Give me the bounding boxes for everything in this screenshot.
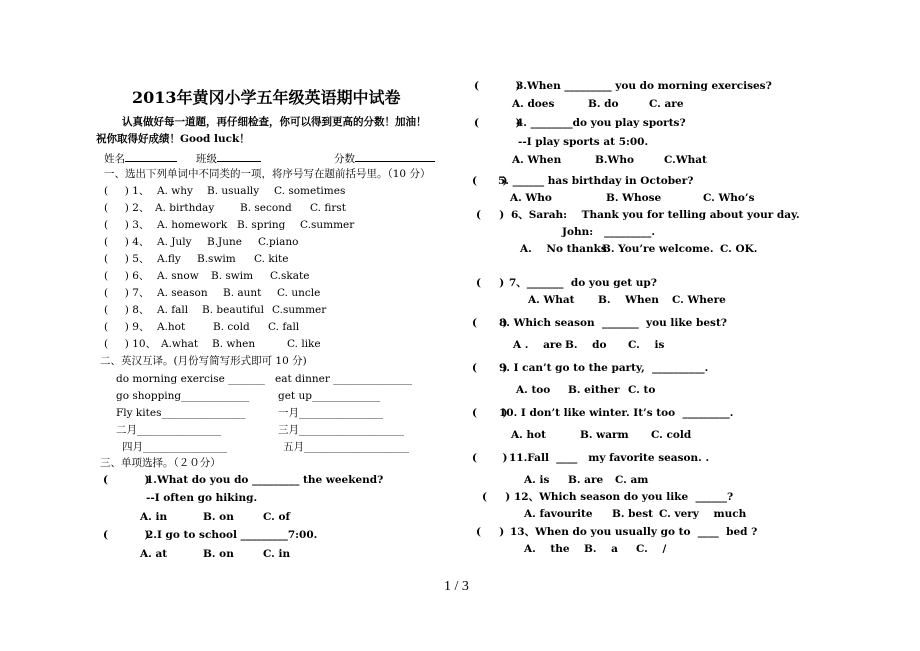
option: B. warm [580, 429, 629, 441]
question-4: 4. ________do you play sports? [516, 117, 686, 129]
option: C. am [615, 474, 649, 486]
option: C. cold [651, 429, 692, 441]
class-label: 班级 [196, 151, 261, 166]
option: C. of [263, 511, 291, 523]
answer-bracket: ( ) [482, 491, 511, 503]
option: A. is [524, 474, 550, 486]
option: C. are [649, 98, 684, 110]
question-9: 9. I can’t go to the party, __________. [499, 362, 709, 374]
option: C. very much [659, 508, 747, 520]
question-13: 13、When do you usually go to ____ bed ? [510, 526, 758, 538]
option: C.What [664, 154, 707, 166]
option: A. No thanks [520, 243, 607, 255]
option: B. either [568, 384, 620, 396]
answer-bracket: ( ) [472, 317, 508, 329]
option: B. on [203, 548, 234, 560]
answer-bracket: ( ) [474, 80, 521, 92]
option: A. When [512, 154, 562, 166]
intro-line-2: 祝你取得好成绩！Good luck！ [96, 133, 250, 145]
option: B. do [565, 339, 607, 351]
section3-heading: 三、单项选择。（２０分） [100, 457, 221, 469]
question-7: 7、_______ do you get up? [509, 277, 657, 289]
section2-heading: 二、英汉互译。(月份写简写形式即可 10 分) [100, 355, 307, 367]
option: B. do [588, 98, 619, 110]
option: B. are [568, 474, 604, 486]
option: B. Whose [606, 192, 662, 204]
answer-bracket: ( ) [476, 209, 505, 221]
score-label: 分数 [334, 151, 435, 166]
option: C. / [636, 543, 667, 555]
option: A. Who [510, 192, 552, 204]
option: B. best [612, 508, 653, 520]
option: A . are [513, 339, 563, 351]
question-6: 6、Sarah: Thank you for telling about your day. [511, 209, 800, 221]
page-title: 2013年黄冈小学五年级英语期中试卷 [132, 88, 401, 107]
question-6-john: John: _________. [562, 226, 655, 238]
question-5: 5. ______ has birthday in October? [498, 175, 694, 187]
option: A. hot [511, 429, 546, 441]
option: C. in [263, 548, 291, 560]
answer-bracket: ( ) [474, 117, 521, 129]
option: B. on [203, 511, 234, 523]
question-12: 12、Which season do you like ______? [514, 491, 734, 503]
option: C. to [628, 384, 656, 396]
option: A. does [512, 98, 555, 110]
answer-bracket: ( ) [472, 407, 508, 419]
question-10: 10. I don’t like winter. It’s too _________. [499, 407, 734, 419]
question-1: 1.What do you do _________ the weekend? [146, 474, 384, 486]
answer-bracket: ( ) [476, 526, 505, 538]
question-3: 3.When _________ you do morning exercises? [516, 80, 772, 92]
question-8: 8. Which season _______ you like best? [499, 317, 727, 329]
option: A. What [528, 294, 575, 306]
question-2: 2.I go to school _________7:00. [146, 529, 318, 541]
section1-heading: 一、选出下列单词中不同类的一项，将序号写在题前括号里。（10 分） [104, 168, 431, 180]
option: C. OK. [720, 243, 758, 255]
option: A. favourite [524, 508, 593, 520]
option: A. in [140, 511, 168, 523]
answer-bracket: ( ) [472, 175, 508, 187]
option: B. You’re welcome. [602, 243, 714, 255]
option: A. the [524, 543, 570, 555]
intro-line-1: 认真做好每一道题，再仔细检查，你可以得到更高的分数！加油！ [122, 116, 427, 128]
answer-bracket: ( ) [103, 529, 150, 541]
option: B. When [598, 294, 659, 306]
option: B.Who [595, 154, 634, 166]
question-11: 11.Fall ____ my favorite season. . [509, 452, 710, 464]
option: C. Where [672, 294, 726, 306]
option: C. Who’s [703, 192, 755, 204]
answer-bracket: ( ) [472, 362, 508, 374]
option: C. is [628, 339, 665, 351]
option: B. a [584, 543, 618, 555]
name-label: 姓名 [104, 151, 177, 166]
page-number: 1 / 3 [444, 579, 469, 594]
answer-bracket: ( ) [476, 277, 505, 289]
option: A. at [140, 548, 168, 560]
answer-bracket: ( ) [472, 452, 508, 464]
question-4-reply: --I play sports at 5:00. [518, 136, 649, 148]
question-1-reply: --I often go hiking. [146, 492, 258, 504]
option: A. too [516, 384, 551, 396]
answer-bracket: ( ) [103, 474, 150, 486]
